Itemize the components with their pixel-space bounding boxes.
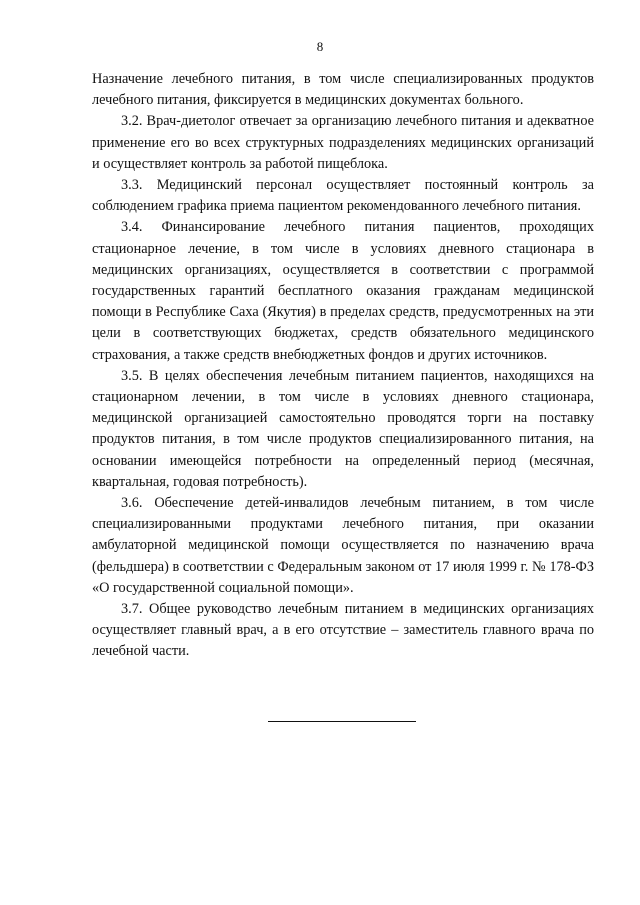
paragraph-3-7: 3.7. Общее руководство лечебным питанием в медицинских организациях осуществляет главный врач, а в его отсутствие – заместитель главного врача по лечебной части. bbox=[92, 601, 594, 660]
page-number: 8 bbox=[316, 39, 324, 54]
end-separator-line bbox=[268, 721, 416, 722]
paragraph-3-6: 3.6. Обеспечение детей-инвалидов лечебным питанием, в том числе специализированными продуктами лечебного питания, при оказании амбулаторной медицинской помощи осуществляется по назначению врача (фельдшера) в соответствии с Федеральным законом от 17 июля 1999 г. № 178-ФЗ «О государственной социальной помощи». bbox=[92, 495, 594, 596]
paragraph-3-4: 3.4. Финансирование лечебного питания пациентов, проходящих стационарное лечение, в том числе в условиях дневного стационара в медицинских организациях, осуществляется в соответствии с программой государственных гарантий бесплатного оказания гражданам медицинской помощи в Республике Саха (Якутия) в пределах средств, предусмотренных на эти цели в соответствующих бюджетах, средств обязательного медицинского страхования, а также средств внебюджетных фондов и других источников. bbox=[92, 219, 594, 363]
paragraph-3-3: 3.3. Медицинский персонал осуществляет постоянный контроль за соблюдением графика приема пациентом рекомендованного лечебного питания. bbox=[92, 177, 594, 215]
paragraph-continuation: Назначение лечебного питания, в том числе специализированных продуктов лечебного питания, фиксируется в медицинских документах больного. bbox=[92, 71, 594, 109]
paragraph-3-2: 3.2. Врач-диетолог отвечает за организацию лечебного питания и адекватное применение его во всех структурных подразделениях медицинских организаций и осуществляет контроль за работой пищеблока. bbox=[92, 113, 594, 172]
paragraph-3-5: 3.5. В целях обеспечения лечебным питанием пациентов, находящихся на стационарном лечении, в том числе в условиях дневного стационара, медицинской организацией самостоятельно проводятся торги на поставку продуктов питания, в том числе продуктов специализированного питания, на основании имеющейся потребности на определенный период (месячная, квартальная, годовая потребность). bbox=[92, 367, 594, 490]
document-body bbox=[92, 69, 594, 663]
